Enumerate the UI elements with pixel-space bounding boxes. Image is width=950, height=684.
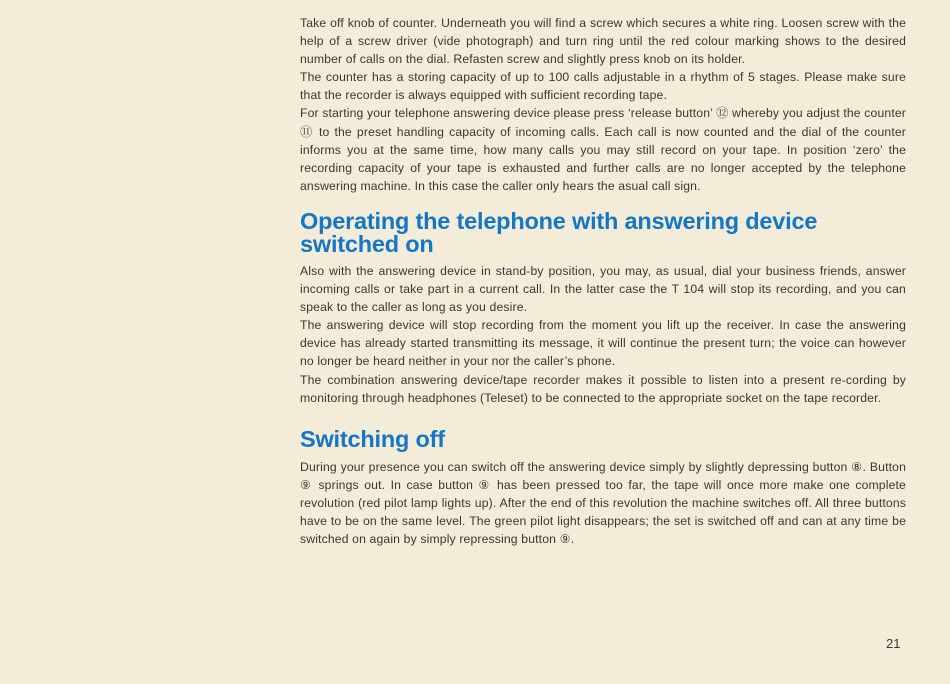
body-paragraph: For starting your telephone answering device please press ‘release button’ ⑫ whereby you adjust the counter ⑪ to the preset handling capacity of incoming calls. Each call is now counted and the dial of the counter informs you at the same time, how many calls you may still record on your tape. In position ‘zero’ the recording capacity of your tape is exhausted and further calls are no longer accepted by the telephone answering machine. In this case the caller only hears the asual call sign. bbox=[300, 106, 906, 193]
body-paragraph: Also with the answering device in stand-by position, you may, as usual, dial your business friends, answer incoming calls or take part in a current call. In the latter case the T 104 will stop its recording, and you can speak to the caller as long as you desire. bbox=[300, 263, 906, 315]
body-paragraph: During your presence you can switch off the answering device simply by slightly depressing button ⑧. Button ⑨ springs out. In case button ⑨ has been pressed too far, the tape will once more make one complete revolution (red pilot lamp lights up). After the end of this revolution the machine switches off. All three buttons have to be on the same level. The green pilot light disappears; the set is switched off and can at any time be switched on again by simply repressing button ⑨. bbox=[300, 459, 906, 547]
section-heading-operating: Operating the telephone with answering device switched on bbox=[300, 207, 818, 257]
section-heading-switching-off: Switching off bbox=[300, 425, 445, 452]
body-paragraph: Take off knob of counter. Underneath you will find a screw which secures a white ring. Loosen screw with the help of a screw driver (vide photograph) and turn ring until the red colour marking shows to the desired number of calls on the dial. Refasten screw and slightly press knob on its holder. bbox=[300, 16, 906, 67]
body-paragraph: The answering device will stop recording from the moment you lift up the receiver. In case the answering device has already started transmitting its message, it will continue the present turn; the voice can however no longer be heard neither in your nor the caller’s phone. bbox=[300, 318, 906, 369]
page-number: 21 bbox=[886, 636, 901, 651]
document-page bbox=[300, 14, 906, 548]
body-paragraph: The counter has a storing capacity of up to 100 calls adjustable in a rhythm of 5 stages. Please make sure that the recorder is always equipped with sufficient recording tape. bbox=[300, 70, 906, 103]
body-paragraph: The combination answering device/tape recorder makes it possible to listen into a present re-cording by monitoring through headphones (Teleset) to be connected to the appropriate socket on the tape recorder. bbox=[300, 372, 906, 405]
